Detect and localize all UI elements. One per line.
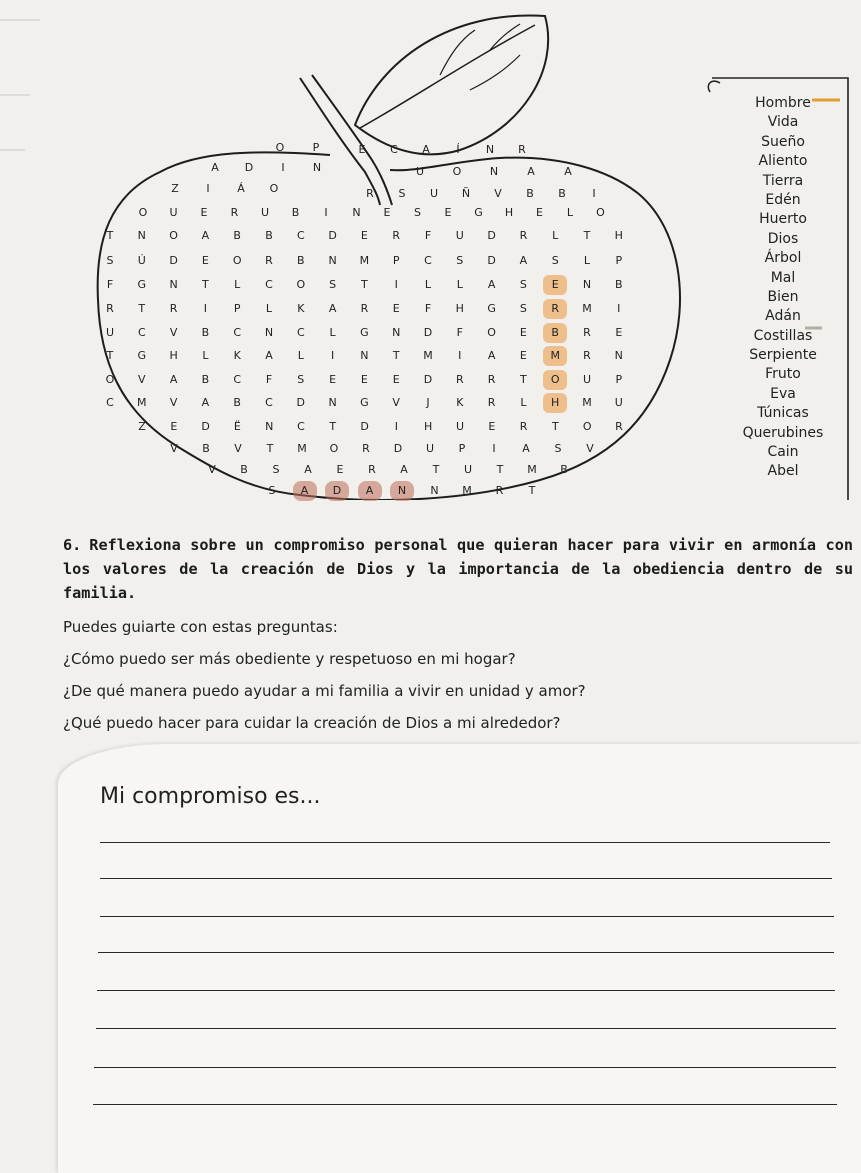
grid-letter: A (527, 165, 535, 178)
grid-letter: U (415, 165, 425, 178)
grid-letter: N (392, 326, 401, 339)
grid-letter: R (230, 206, 239, 219)
grid-letter: E (200, 206, 208, 219)
grid-letter: E (519, 326, 527, 339)
grid-letter: T (138, 302, 146, 315)
grid-letter: U (425, 442, 435, 455)
grid-letter: B (543, 323, 567, 343)
grid-letter: M (582, 302, 592, 315)
grid-letter: A (400, 463, 408, 476)
grid-letter: U (429, 187, 439, 200)
grid-letter: L (552, 229, 559, 242)
grid-letter: A (293, 481, 317, 501)
guide-intro: Puedes guiarte con estas preguntas: (63, 618, 338, 636)
grid-letter: E (392, 373, 400, 386)
grid-letter: H (543, 393, 567, 413)
grid-letter: H (504, 206, 514, 219)
grid-letter: B (240, 463, 248, 476)
grid-letter: L (424, 278, 432, 291)
grid-letter: R (362, 442, 370, 455)
grid-letter: T (392, 349, 400, 362)
word-list-item: Edén (765, 191, 801, 208)
grid-letter: C (265, 278, 273, 291)
grid-letter: I (592, 187, 596, 200)
grid-letter: L (520, 396, 527, 409)
grid-letter: F (424, 229, 432, 242)
grid-letter: E (358, 143, 366, 156)
grid-letter: D (296, 396, 306, 409)
grid-letter: U (455, 229, 464, 242)
grid-letter: M (423, 349, 433, 362)
grid-letter: U (169, 206, 178, 219)
grid-letter: V (169, 396, 178, 409)
grid-letter: L (265, 302, 273, 315)
grid-letter: L (234, 278, 241, 291)
grid-letter: S (398, 187, 406, 200)
grid-letter: U (455, 420, 465, 433)
grid-letter: B (202, 442, 210, 455)
writing-line[interactable] (94, 1067, 836, 1068)
grid-letter: V (169, 326, 178, 339)
grid-letter: N (390, 481, 414, 501)
grid-letter: R (106, 302, 114, 315)
grid-letter: C (106, 396, 114, 409)
question-text: Reflexiona sobre un compromiso personal que quieran hacer para vivir en armonía con los valores de la creación de Dios y la importancia de la obediencia dentro de su familia. (63, 536, 853, 602)
grid-letter: R (368, 463, 376, 476)
grid-letter: A (519, 254, 528, 267)
grid-letter: M (297, 442, 307, 455)
grid-letter: Z (138, 420, 146, 433)
grid-letter: D (325, 481, 349, 501)
grid-letter: S (106, 254, 114, 267)
grid-letter: F (424, 302, 432, 315)
grid-letter: N (430, 484, 439, 497)
grid-letter: A (564, 165, 572, 178)
grid-letter: Z (171, 182, 179, 195)
grid-letter: H (455, 302, 464, 315)
grid-letter: C (296, 326, 305, 339)
grid-letter: T (583, 229, 591, 242)
grid-letter: P (392, 254, 400, 267)
grid-letter: O (105, 373, 115, 386)
grid-letter: I (206, 182, 210, 195)
grid-letter: A (201, 229, 210, 242)
grid-letter: I (324, 206, 328, 219)
grid-letter: I (458, 349, 462, 362)
grid-letter: A (422, 143, 430, 156)
grid-letter: T (496, 463, 504, 476)
grid-letter: D (423, 326, 433, 339)
grid-letter: B (558, 187, 566, 200)
grid-letter: V (392, 396, 400, 409)
grid-letter: O (329, 442, 339, 455)
writing-line[interactable] (96, 1028, 836, 1029)
grid-letter: R (495, 484, 504, 497)
grid-letter: Í (456, 143, 460, 156)
grid-letter: M (359, 254, 370, 267)
grid-letter: R (583, 349, 591, 362)
grid-letter: E (392, 302, 400, 315)
grid-letter: B (526, 187, 534, 200)
grid-letter: A (211, 161, 219, 174)
question-6 (63, 533, 853, 605)
grid-letter: N (489, 165, 499, 178)
grid-letter: B (615, 278, 623, 291)
grid-letter: E (488, 420, 496, 433)
grid-letter: G (360, 326, 369, 339)
grid-letter: R (360, 302, 369, 315)
guide-question: ¿De qué manera puedo ayudar a mi familia a vivir en unidad y amor? (63, 682, 586, 700)
grid-letter: G (137, 349, 147, 362)
grid-letter: T (432, 463, 440, 476)
grid-letter: I (492, 442, 496, 455)
grid-letter: E (444, 206, 452, 219)
grid-letter: E (170, 420, 178, 433)
grid-letter: N (485, 143, 495, 156)
grid-letter: P (458, 442, 466, 455)
grid-letter: K (456, 396, 464, 409)
grid-letter: M (527, 463, 537, 476)
writing-line[interactable] (97, 990, 835, 991)
grid-letter: E (360, 373, 368, 386)
grid-letter: S (554, 442, 562, 455)
word-list-item: Eva (770, 385, 796, 402)
grid-letter: M (543, 346, 567, 366)
grid-letter: H (169, 349, 178, 362)
grid-letter: S (297, 373, 305, 386)
grid-letter: R (392, 229, 401, 242)
grid-letter: T (202, 278, 209, 291)
grid-letter: T (106, 229, 114, 242)
grid-letter: U (105, 326, 115, 339)
grid-letter: O (543, 370, 567, 390)
grid-letter: N (614, 349, 623, 362)
writing-line[interactable] (100, 842, 830, 843)
grid-letter: B (560, 463, 568, 476)
grid-letter: I (394, 420, 399, 433)
writing-line[interactable] (98, 952, 834, 953)
grid-letter: G (137, 278, 147, 291)
grid-letter: L (329, 326, 336, 339)
grid-letter: A (304, 463, 312, 476)
word-list-item: Costillas (753, 327, 813, 344)
question-number: 6. (63, 536, 82, 554)
grid-letter: A (265, 349, 273, 362)
grid-letter: B (291, 206, 300, 219)
grid-letter: E (519, 349, 527, 362)
grid-letter: S (268, 484, 276, 497)
grid-letter: A (201, 396, 210, 409)
grid-letter: G (487, 302, 496, 315)
grid-letter: F (106, 278, 114, 291)
grid-letter: E (336, 463, 344, 476)
grid-letter: C (233, 326, 242, 339)
grid-letter: U (582, 373, 592, 386)
grid-letter: D (487, 254, 496, 267)
grid-letter: Á (237, 182, 245, 195)
grid-letter: B (233, 229, 241, 242)
grid-letter: K (233, 349, 241, 362)
guide-question: ¿Cómo puedo ser más obediente y respetuoso en mi hogar? (63, 650, 516, 668)
grid-letter: S (519, 302, 527, 315)
guide-questions (63, 612, 586, 740)
guide-question: ¿Qué puedo hacer para cuidar la creación de Dios a mi alrededor? (63, 714, 561, 732)
word-list-item: Sueño (761, 133, 805, 150)
grid-letter: E (536, 206, 543, 219)
word-list-item: Bien (767, 288, 799, 305)
grid-letter: Ñ (461, 187, 471, 200)
grid-letter: T (106, 349, 114, 362)
grid-letter: R (487, 396, 496, 409)
grid-letter: C (297, 420, 305, 433)
grid-letter: V (208, 463, 216, 476)
word-list-item: Huerto (759, 211, 807, 228)
grid-letter: C (233, 373, 242, 386)
grid-letter: R (455, 373, 464, 386)
grid-letter: N (265, 420, 274, 433)
grid-letter: B (233, 396, 241, 409)
grid-letter: E (383, 206, 391, 219)
grid-letter: S (329, 278, 337, 291)
grid-letter: D (328, 229, 337, 242)
grid-letter: K (297, 302, 305, 315)
grid-letter: V (494, 187, 502, 200)
grid-letter: D (487, 229, 496, 242)
grid-letter: L (583, 254, 591, 267)
grid-letter: R (583, 326, 591, 339)
grid-letter: M (582, 396, 592, 409)
grid-letter: J (426, 396, 430, 409)
grid-letter: E (201, 254, 209, 267)
grid-letter: U (614, 396, 623, 409)
grid-letter: B (297, 254, 305, 267)
word-list-item: Abel (767, 463, 799, 480)
grid-letter: R (265, 254, 273, 267)
grid-letter: A (328, 302, 337, 315)
writing-line[interactable] (100, 916, 834, 917)
grid-letter: D (423, 373, 433, 386)
grid-letter: T (552, 420, 559, 433)
grid-letter: R (366, 187, 374, 200)
grid-letter: F (456, 326, 463, 339)
grid-letter: V (234, 442, 242, 455)
grid-letter: M (137, 396, 147, 409)
grid-letter: O (582, 420, 592, 433)
grid-letter: P (312, 141, 320, 154)
grid-letter: G (360, 396, 369, 409)
grid-letter: B (201, 373, 210, 386)
grid-letter: O (487, 326, 496, 339)
word-list-item: Vida (767, 114, 799, 131)
grid-letter: D (244, 161, 254, 174)
grid-letter: D (169, 254, 178, 267)
grid-letter: D (360, 420, 369, 433)
grid-letter: L (202, 349, 209, 362)
grid-letter: C (296, 229, 305, 242)
grid-letter: N (312, 161, 322, 174)
word-list-item: Tierra (762, 172, 804, 189)
grid-letter: H (614, 229, 623, 242)
writing-line[interactable] (93, 1104, 837, 1105)
grid-letter: D (393, 442, 403, 455)
grid-letter: C (265, 396, 273, 409)
grid-letter: N (352, 206, 361, 219)
grid-letter: I (203, 302, 208, 315)
grid-letter: L (566, 206, 574, 219)
word-list-item: Adán (765, 308, 801, 325)
grid-letter: T (528, 484, 536, 497)
grid-letter: A (169, 373, 178, 386)
grid-letter: C (424, 254, 432, 267)
grid-letter: B (201, 326, 210, 339)
grid-letter: R (543, 299, 567, 319)
grid-letter: D (201, 420, 210, 433)
word-list-item: Aliento (758, 153, 808, 170)
grid-letter: N (169, 278, 178, 291)
grid-letter: T (266, 442, 274, 455)
grid-letter: V (586, 442, 594, 455)
grid-letter: O (296, 278, 306, 291)
grid-letter: G (474, 206, 483, 219)
grid-letter: R (487, 373, 496, 386)
word-list-item: Querubines (742, 424, 824, 441)
grid-letter: N (264, 326, 274, 339)
grid-letter: N (137, 229, 146, 242)
word-list-item: Fruto (765, 366, 801, 383)
grid-letter: A (487, 349, 496, 362)
grid-letter: R (519, 420, 528, 433)
word-list-item: Serpiente (749, 347, 817, 364)
grid-letter: T (520, 373, 527, 386)
grid-letter: E (329, 373, 337, 386)
grid-letter: S (519, 278, 527, 291)
grid-letter: V (138, 373, 146, 386)
grid-letter: E (360, 229, 368, 242)
grid-letter: U (463, 463, 473, 476)
grid-letter: O (138, 206, 148, 219)
grid-letter: I (617, 302, 621, 315)
grid-letter: P (615, 254, 623, 267)
word-list-item: Cain (767, 444, 799, 461)
grid-letter: T (361, 278, 368, 291)
grid-letter: H (424, 420, 433, 433)
grid-letter: S (456, 254, 464, 267)
grid-letter: M (462, 484, 472, 497)
word-list-item: Túnicas (757, 405, 809, 422)
grid-letter: Ë (233, 420, 241, 433)
grid-letter: O (269, 182, 279, 195)
grid-letter: C (137, 326, 146, 339)
writing-line[interactable] (100, 878, 832, 879)
grid-letter: O (232, 254, 242, 267)
word-list-item: Árbol (764, 250, 802, 267)
grid-letter: A (522, 442, 530, 455)
grid-letter: A (487, 278, 496, 291)
grid-letter: N (582, 278, 592, 291)
word-list-item: Mal (770, 269, 796, 286)
grid-letter: E (615, 326, 623, 339)
grid-letter: L (456, 278, 463, 291)
grid-letter: S (551, 254, 559, 267)
grid-letter: S (414, 206, 421, 219)
grid-letter: O (275, 141, 285, 154)
grid-letter: L (297, 349, 304, 362)
grid-letter: V (170, 442, 178, 455)
grid-letter: N (360, 349, 369, 362)
commitment-title: Mi compromiso es... (100, 784, 321, 809)
grid-letter: O (169, 229, 178, 242)
grid-letter: E (543, 275, 567, 295)
grid-letter: N (328, 254, 337, 267)
grid-letter: Ú (137, 254, 146, 267)
word-list-item: Dios (767, 230, 799, 247)
grid-letter: N (328, 396, 337, 409)
grid-letter: R (615, 420, 623, 433)
word-list (728, 94, 838, 482)
grid-letter: A (358, 481, 382, 501)
grid-letter: U (260, 206, 270, 219)
grid-letter: P (233, 302, 241, 315)
grid-letter: F (265, 373, 273, 386)
grid-letter: I (330, 349, 335, 362)
grid-letter: P (615, 373, 623, 386)
grid-letter: R (518, 143, 526, 156)
grid-letter: O (452, 165, 462, 178)
grid-letter: R (169, 302, 178, 315)
grid-letter: I (281, 161, 285, 174)
grid-letter: T (329, 420, 337, 433)
grid-letter: B (265, 229, 273, 242)
grid-letter: I (394, 278, 398, 291)
grid-letter: O (596, 206, 605, 219)
grid-letter: C (390, 143, 398, 156)
grid-letter: S (272, 463, 280, 476)
word-list-item: Hombre (755, 95, 811, 111)
grid-letter: R (519, 229, 528, 242)
